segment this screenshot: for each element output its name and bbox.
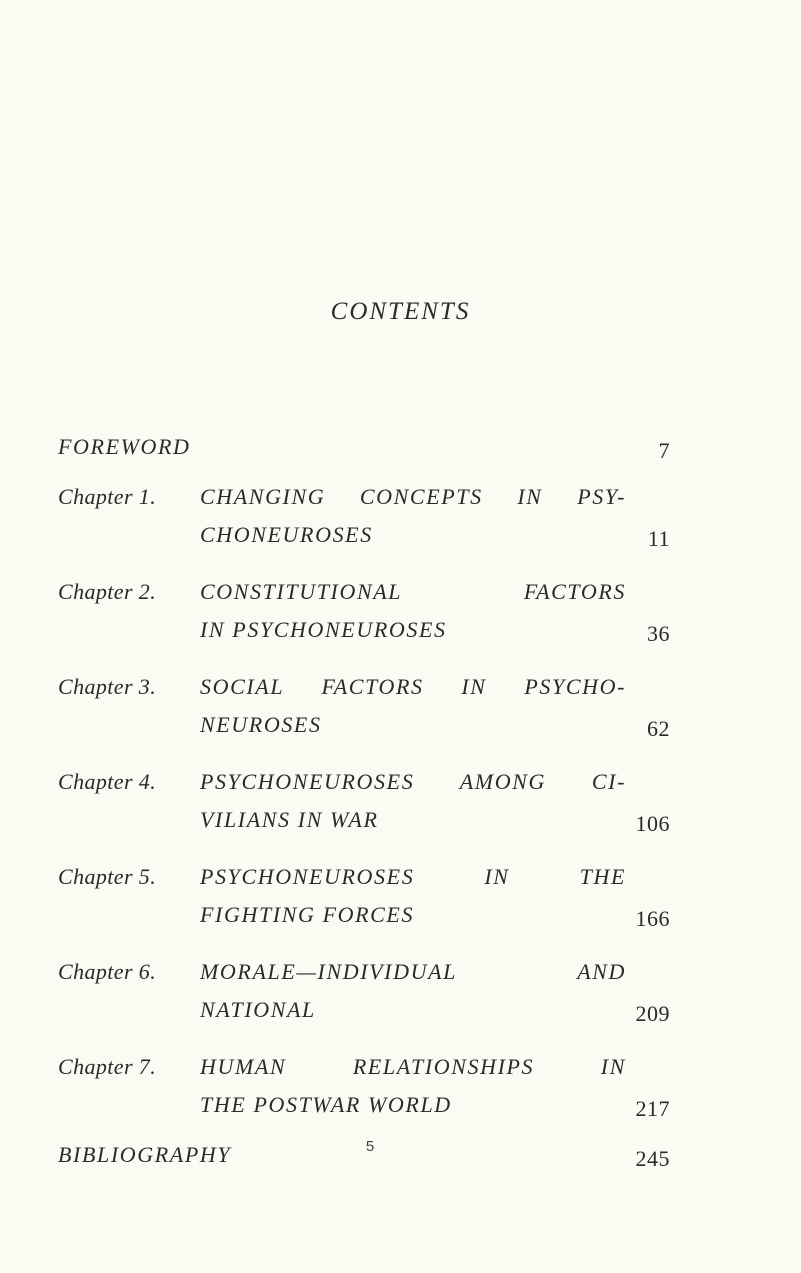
chapter-title-line-1: CHANGING CONCEPTS IN PSY- <box>200 484 626 509</box>
chapter-title-line-2: THE POSTWAR WORLD <box>200 1092 452 1117</box>
toc-entry-chapter-5 <box>58 858 670 934</box>
foreword-page-number: 7 <box>658 438 670 463</box>
page-title: CONTENTS <box>330 298 471 325</box>
chapter-title-line-2: FIGHTING FORCES <box>200 902 415 927</box>
page-folio-number: 5 <box>365 1138 375 1155</box>
chapter-label: Chapter 3. <box>58 674 157 699</box>
chapter-label: Chapter 5. <box>58 864 157 889</box>
toc-entry-chapter-6 <box>58 953 670 1029</box>
toc-line <box>58 1048 670 1086</box>
toc-entry-chapter-1 <box>58 478 670 554</box>
chapter-page-number: 62 <box>647 716 670 741</box>
chapter-title-line-1: HUMAN RELATIONSHIPS IN <box>200 1054 626 1079</box>
toc-line <box>58 858 670 896</box>
chapter-page-number: 166 <box>635 906 670 931</box>
table-of-contents <box>58 428 670 1174</box>
chapter-page-number: 209 <box>635 1001 670 1026</box>
chapter-title-line-1: PSYCHONEUROSES IN THE <box>200 864 626 889</box>
chapter-page-number: 11 <box>647 526 670 551</box>
bibliography-title: BIBLIOGRAPHY <box>58 1142 232 1167</box>
toc-line <box>58 428 670 466</box>
chapter-title-line-2: IN PSYCHONEUROSES <box>200 617 447 642</box>
toc-line <box>58 516 670 554</box>
toc-entry-chapter-3 <box>58 668 670 744</box>
chapter-title-line-2: VILIANS IN WAR <box>200 807 379 832</box>
chapter-label: Chapter 2. <box>58 579 157 604</box>
toc-entry-foreword <box>58 428 670 466</box>
chapter-title-line-1: MORALE—INDIVIDUAL AND <box>200 959 626 984</box>
chapter-title-line-2: NATIONAL <box>200 997 316 1022</box>
chapter-label: Chapter 1. <box>58 484 157 509</box>
chapter-label: Chapter 4. <box>58 769 157 794</box>
chapter-title-line-1: CONSTITUTIONAL FACTORS <box>200 579 626 604</box>
chapter-title-line-2: NEUROSES <box>200 712 322 737</box>
toc-line <box>58 1086 670 1124</box>
toc-line <box>58 763 670 801</box>
chapter-title-line-1: SOCIAL FACTORS IN PSYCHO- <box>200 674 626 699</box>
toc-line <box>58 953 670 991</box>
toc-line <box>58 478 670 516</box>
toc-line <box>58 706 670 744</box>
chapter-label: Chapter 7. <box>58 1054 157 1079</box>
chapter-page-number: 106 <box>635 811 670 836</box>
toc-line <box>58 668 670 706</box>
chapter-page-number: 36 <box>647 621 670 646</box>
chapter-title-line-2: CHONEUROSES <box>200 522 373 547</box>
toc-entry-chapter-4 <box>58 763 670 839</box>
toc-entry-chapter-2 <box>58 573 670 649</box>
bibliography-page-number: 245 <box>635 1146 670 1171</box>
toc-line <box>58 896 670 934</box>
toc-line <box>58 611 670 649</box>
chapter-title-line-1: PSYCHONEUROSES AMONG CI- <box>200 769 626 794</box>
chapter-label: Chapter 6. <box>58 959 157 984</box>
toc-line <box>58 991 670 1029</box>
toc-line <box>58 573 670 611</box>
chapter-page-number: 217 <box>635 1096 670 1121</box>
foreword-title: FOREWORD <box>58 434 191 459</box>
toc-entry-chapter-7 <box>58 1048 670 1124</box>
toc-line <box>58 801 670 839</box>
